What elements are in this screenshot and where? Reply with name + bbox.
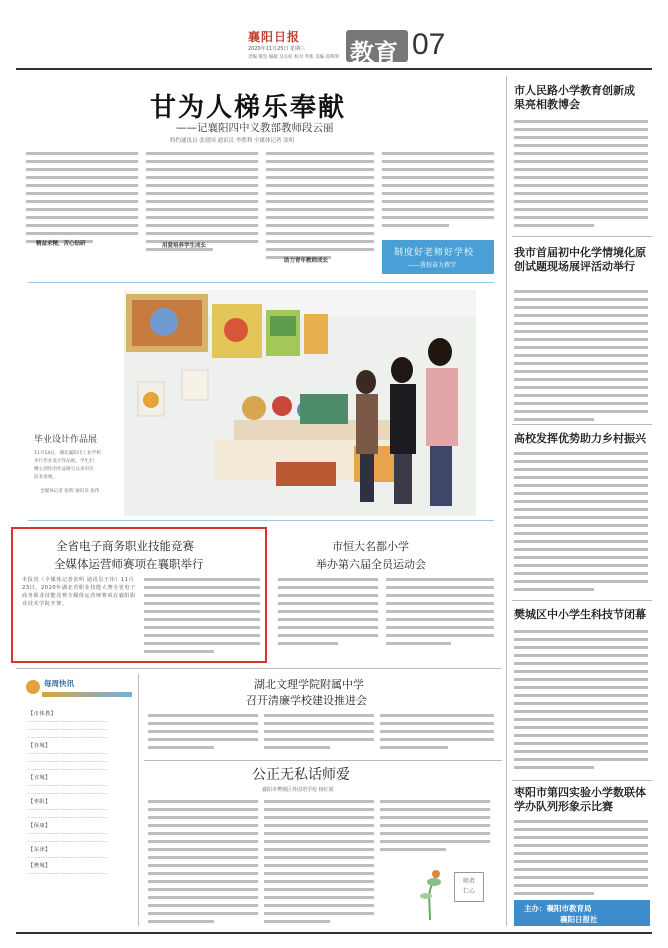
text-line <box>26 198 138 206</box>
text-line <box>380 744 448 752</box>
text-line <box>264 814 374 822</box>
news-brief-label: 每周快讯 <box>44 679 74 688</box>
text-line <box>514 692 648 700</box>
text-line <box>146 230 258 238</box>
text-line <box>514 522 648 530</box>
news-brief-divider <box>138 674 139 926</box>
text-line <box>382 222 449 230</box>
text-line <box>380 736 494 744</box>
text-line <box>26 206 138 214</box>
text-line <box>514 304 648 312</box>
text-line <box>264 894 374 902</box>
text-line <box>514 676 648 684</box>
text-line <box>514 644 648 652</box>
lead-title: 甘为人梯乐奉献 <box>150 93 347 123</box>
paper-logo: 襄阳日报 <box>248 30 301 44</box>
text-line <box>514 142 648 150</box>
story-b-stamp <box>454 872 484 902</box>
text-line <box>514 652 648 660</box>
text-line <box>266 198 374 206</box>
promo-banner <box>382 240 494 274</box>
sidebar-item-4-body <box>514 628 648 776</box>
sidebar-item-1-body <box>514 118 648 232</box>
story-b-illustration <box>408 862 488 922</box>
sidebar-item-1-title: 市人民路小学教育创新成果亮相教博会 <box>514 84 635 111</box>
text-line <box>380 806 490 814</box>
text-line <box>514 756 648 764</box>
text-line <box>146 166 258 174</box>
text-line <box>266 206 374 214</box>
text-line <box>144 608 260 616</box>
text-line <box>514 296 648 304</box>
text-line <box>382 206 494 214</box>
text-line <box>514 466 648 474</box>
text-line <box>148 886 258 894</box>
text-line <box>266 166 374 174</box>
editor-line: 责编 熊坚 编辑 吴长虹 校对 乔新 美编 郑利明 <box>248 55 340 60</box>
text-line <box>264 902 374 910</box>
text-line <box>382 182 494 190</box>
photo-caption-line-3: 精心创作的作品吸引众多市民 <box>34 467 94 472</box>
text-line <box>148 798 258 806</box>
text-line <box>514 732 648 740</box>
text-line <box>514 748 648 756</box>
story-a-body-col1 <box>148 712 258 756</box>
text-line <box>148 894 258 902</box>
text-line <box>386 592 494 600</box>
text-line <box>146 158 258 166</box>
text-line <box>514 352 648 360</box>
featured-body-col1 <box>22 576 136 658</box>
text-line <box>144 600 260 608</box>
exhibition-photo <box>124 290 476 516</box>
text-line <box>380 846 446 854</box>
text-line <box>514 490 648 498</box>
text-line <box>514 384 648 392</box>
sidebar-item-4-title: 樊城区中小学生科技节闭幕 <box>514 608 646 621</box>
text-line <box>278 600 378 608</box>
text-line <box>514 482 648 490</box>
section-label <box>346 30 408 67</box>
text-line <box>264 862 374 870</box>
photo-frame-top <box>28 282 494 283</box>
middle-right-body-col2 <box>386 576 494 654</box>
text-line <box>514 126 648 134</box>
news-brief-icon <box>26 680 40 694</box>
featured-title-line-2: 全媒体运营师赛项在襄职举行 <box>54 557 204 571</box>
photo-caption-line-4: 前来参观。 <box>34 475 57 480</box>
text-line <box>514 700 648 708</box>
text-line <box>144 648 214 656</box>
text-line <box>514 660 648 668</box>
text-line <box>26 230 138 238</box>
text-line <box>26 166 138 174</box>
text-line <box>514 214 648 222</box>
text-line <box>382 150 494 158</box>
text-line <box>514 416 594 422</box>
text-line <box>266 230 374 238</box>
text-line <box>148 838 258 846</box>
story-a-body-col3 <box>380 712 494 756</box>
text-line <box>380 814 490 822</box>
sidebar-divider-3 <box>512 600 652 601</box>
text-line <box>514 850 648 858</box>
text-line <box>514 376 648 384</box>
text-line <box>148 728 258 736</box>
text-line <box>26 214 138 222</box>
text-line <box>146 150 258 158</box>
text-line <box>264 720 374 728</box>
text-line <box>386 632 494 640</box>
text-line <box>514 400 648 408</box>
lead-subhead-3: 助力青年教师成长 <box>284 258 329 264</box>
sidebar-divider-1 <box>512 236 652 237</box>
text-line <box>148 814 258 822</box>
text-line <box>148 712 258 720</box>
text-line <box>514 740 648 748</box>
text-line <box>144 592 260 600</box>
text-line <box>264 728 374 736</box>
featured-body-col2 <box>144 576 260 658</box>
text-line <box>148 870 258 878</box>
text-line <box>278 584 378 592</box>
story-b-stamp-line-2: 仁心 <box>462 888 475 895</box>
text-line <box>514 368 648 376</box>
text-line <box>264 854 374 862</box>
text-line <box>514 578 648 586</box>
text-line <box>514 890 594 896</box>
text-line <box>386 640 451 648</box>
text-line <box>266 222 374 230</box>
sidebar-item-5-body <box>514 818 648 896</box>
text-line <box>514 684 648 692</box>
text-line <box>148 744 214 752</box>
text-line <box>514 708 648 716</box>
lead-body-col3 <box>266 150 374 268</box>
text-line <box>514 586 594 592</box>
text-line <box>514 636 648 644</box>
news-brief-header <box>26 676 136 702</box>
story-a-title-line-2: 召开清廉学校建设推进会 <box>246 694 367 707</box>
text-line <box>148 830 258 838</box>
text-line <box>144 576 260 584</box>
text-line <box>514 546 648 554</box>
story-b-body-col1 <box>148 798 258 928</box>
text-line <box>386 608 494 616</box>
text-line <box>514 764 594 772</box>
promo-line-2: ——我校奋力教学 <box>408 262 457 269</box>
text-line <box>380 822 490 830</box>
text-line <box>264 870 374 878</box>
text-line <box>146 206 258 214</box>
text-line <box>382 174 494 182</box>
text-line <box>514 554 648 562</box>
news-brief-items: 【市体教】 ····································· ····································· ····································· 【谷城】 ····································· ····································· ····································· 【宜城】 ····································· ····································· 【枣阳】 ····································· ····································· 【保康】 ····································· ····································· 【东津】 ····································· 【樊城】 ····································· <box>28 708 136 930</box>
text-line <box>514 190 648 198</box>
text-line <box>380 712 494 720</box>
promo-line-1: 制度好老师好学校 <box>394 248 475 258</box>
story-a-title-line-1: 湖北文理学院附属中学 <box>254 678 364 691</box>
text-line <box>514 392 648 400</box>
lead-body-col4 <box>382 150 494 234</box>
text-line <box>386 624 494 632</box>
text-line <box>386 600 494 608</box>
photo-caption-credit: 全媒体记者 张明 通讯员 张伟 <box>40 489 100 494</box>
text-line <box>514 724 648 732</box>
text-line <box>148 806 258 814</box>
text-line <box>514 118 648 126</box>
text-line <box>382 214 494 222</box>
text-line <box>382 190 494 198</box>
news-brief-item-5: 【保康】 <box>28 823 51 829</box>
text-line <box>26 174 138 182</box>
news-brief-item-3: 【宜城】 <box>28 775 51 781</box>
text-line <box>514 530 648 538</box>
text-line <box>146 198 258 206</box>
text-line <box>264 918 330 926</box>
sidebar-item-5-title: 枣阳市第四实验小学数联体学办队列形象示比赛 <box>514 786 646 813</box>
text-line <box>266 214 374 222</box>
text-line <box>278 592 378 600</box>
text-line <box>514 344 648 352</box>
story-b-body-col2 <box>264 798 374 928</box>
text-line <box>144 584 260 592</box>
text-line <box>514 882 648 890</box>
text-line <box>514 498 648 506</box>
text-line <box>266 238 374 246</box>
text-line <box>514 166 648 174</box>
exhibition-photo-art <box>124 290 476 516</box>
text-line <box>148 902 258 910</box>
date-line: 2020年11月25日 星期三 <box>248 46 306 52</box>
text-line <box>514 562 648 570</box>
section-name: 教育 <box>350 39 398 67</box>
text-line <box>514 834 648 842</box>
text-line <box>264 830 374 838</box>
sponsor-line-1: 主办：襄阳市教育局 <box>524 904 592 913</box>
text-line <box>380 728 494 736</box>
featured-intro: 本报讯（全媒体记者张明 通讯员王伟）11月23日，2020年湖北省职业技能大赛全省电子商务职业技能竞赛全媒体运营师赛项在襄阳职业技术学院开赛。 <box>22 577 136 607</box>
text-line <box>380 720 494 728</box>
lead-subhead-1: 精益求精，苦心钻研 <box>36 241 86 247</box>
text-line <box>514 514 648 522</box>
text-line <box>266 174 374 182</box>
text-line <box>264 806 374 814</box>
text-line <box>26 158 138 166</box>
divider-mid <box>16 668 502 669</box>
news-brief-item-2: 【谷城】 <box>28 743 51 749</box>
text-line <box>148 918 214 926</box>
middle-right-body-col1 <box>278 576 378 654</box>
text-line <box>146 174 258 182</box>
text-line <box>148 720 258 728</box>
text-line <box>514 174 648 182</box>
text-line <box>278 640 338 648</box>
text-line <box>514 360 648 368</box>
text-line <box>382 198 494 206</box>
text-line <box>514 198 648 206</box>
text-line <box>278 632 378 640</box>
text-line <box>514 538 648 546</box>
sidebar-item-2-title: 我市首届初中化学情境化原创试题现场展评活动举行 <box>514 246 646 273</box>
masthead <box>16 14 652 72</box>
text-line <box>514 328 648 336</box>
photo-caption-title: 毕业设计作品展 <box>34 435 98 445</box>
text-line <box>148 854 258 862</box>
text-line <box>146 222 258 230</box>
photo-caption-line-2: 举行毕业设计作品展，学生们 <box>34 459 94 464</box>
text-line <box>514 866 648 874</box>
story-b-stamp-line-1: 师者 <box>462 878 475 885</box>
text-line <box>514 150 648 158</box>
text-line <box>514 826 648 834</box>
news-brief-item-1: 【市体教】 <box>28 711 57 717</box>
text-line <box>148 736 258 744</box>
text-line <box>148 910 258 918</box>
text-line <box>26 222 138 230</box>
lead-subhead-2: 用爱培养学生成长 <box>162 243 207 249</box>
story-b-body-col3 <box>380 798 490 856</box>
text-line <box>266 150 374 158</box>
text-line <box>514 474 648 482</box>
text-line <box>264 910 374 918</box>
sidebar-divider-2 <box>512 424 652 425</box>
text-line <box>266 158 374 166</box>
text-line <box>146 190 258 198</box>
text-line <box>514 628 648 636</box>
middle-right-title-line-1: 市恒大名都小学 <box>332 540 409 553</box>
text-line <box>514 288 648 296</box>
text-line <box>514 668 648 676</box>
text-line <box>264 798 374 806</box>
news-brief-item-7: 【樊城】 <box>28 863 51 869</box>
featured-title-line-1: 全省电子商务职业技能竞赛 <box>56 539 194 553</box>
news-brief-item-6: 【东津】 <box>28 847 51 853</box>
text-line <box>514 450 648 458</box>
masthead-rule <box>16 68 652 70</box>
sidebar-divider-4 <box>512 780 652 781</box>
text-line <box>514 222 594 230</box>
text-line <box>146 214 258 222</box>
story-b-title: 公正无私话师爱 <box>252 767 350 783</box>
text-line <box>26 182 138 190</box>
text-line <box>26 190 138 198</box>
text-line <box>514 158 648 166</box>
text-line <box>386 584 494 592</box>
text-line <box>264 744 330 752</box>
text-line <box>264 838 374 846</box>
text-line <box>264 878 374 886</box>
text-line <box>514 320 648 328</box>
photo-frame-bottom <box>28 520 494 521</box>
text-line <box>278 608 378 616</box>
text-line <box>144 632 260 640</box>
text-line <box>386 616 494 624</box>
lead-byline: 特约通讯员 张建国 通讯员 李胜利 全媒体记者 张明 <box>170 138 295 144</box>
text-line <box>264 822 374 830</box>
text-line <box>380 798 490 806</box>
text-line <box>514 408 648 416</box>
footer-rule <box>16 932 652 934</box>
text-line <box>144 616 260 624</box>
text-line <box>380 830 490 838</box>
text-line <box>514 716 648 724</box>
photo-caption <box>34 432 120 512</box>
text-line <box>148 862 258 870</box>
text-line <box>144 640 260 648</box>
sidebar-item-3-body <box>514 450 648 592</box>
text-line <box>264 846 374 854</box>
text-line <box>514 134 648 142</box>
photo-caption-line-1: 11月14日，湖北襄阳市工业学校 <box>34 451 101 456</box>
text-line <box>514 874 648 882</box>
page-number: 07 <box>412 28 446 61</box>
text-line <box>514 506 648 514</box>
text-line <box>386 576 494 584</box>
sponsor-line-2: 襄阳日报社 <box>560 915 598 924</box>
text-line <box>26 150 138 158</box>
text-line <box>382 166 494 174</box>
middle-right-title-line-2: 举办第六届全员运动会 <box>316 558 426 571</box>
text-line <box>514 182 648 190</box>
text-line <box>266 246 374 254</box>
sponsor-banner <box>514 900 650 926</box>
text-line <box>148 846 258 854</box>
text-line <box>514 312 648 320</box>
sidebar-item-2-body <box>514 288 648 422</box>
sidebar-item-3-title: 高校发挥优势助力乡村振兴 <box>514 432 646 445</box>
news-brief-stripe <box>42 692 132 697</box>
text-line <box>264 736 374 744</box>
text-line <box>514 336 648 344</box>
news-brief-item-4: 【枣阳】 <box>28 799 51 805</box>
story-b-byline: 襄阳市樊城区外国语学校 杨红娟 <box>262 787 334 793</box>
text-line <box>514 858 648 866</box>
text-line <box>514 818 648 826</box>
text-line <box>514 458 648 466</box>
text-line <box>514 206 648 214</box>
text-line <box>382 158 494 166</box>
text-line <box>264 712 374 720</box>
lead-subtitle: ——记襄阳四中义教部教师段云丽 <box>176 122 334 134</box>
text-line <box>380 838 490 846</box>
text-line <box>144 624 260 632</box>
divider-story-b <box>144 760 502 761</box>
column-divider <box>506 76 507 926</box>
text-line <box>148 822 258 830</box>
text-line <box>266 190 374 198</box>
text-line <box>514 842 648 850</box>
text-line <box>146 182 258 190</box>
text-line <box>278 624 378 632</box>
text-line <box>148 878 258 886</box>
text-line <box>266 182 374 190</box>
story-a-body-col2 <box>264 712 374 756</box>
text-line <box>514 570 648 578</box>
text-line <box>264 886 374 894</box>
text-line <box>278 576 378 584</box>
text-line <box>278 616 378 624</box>
